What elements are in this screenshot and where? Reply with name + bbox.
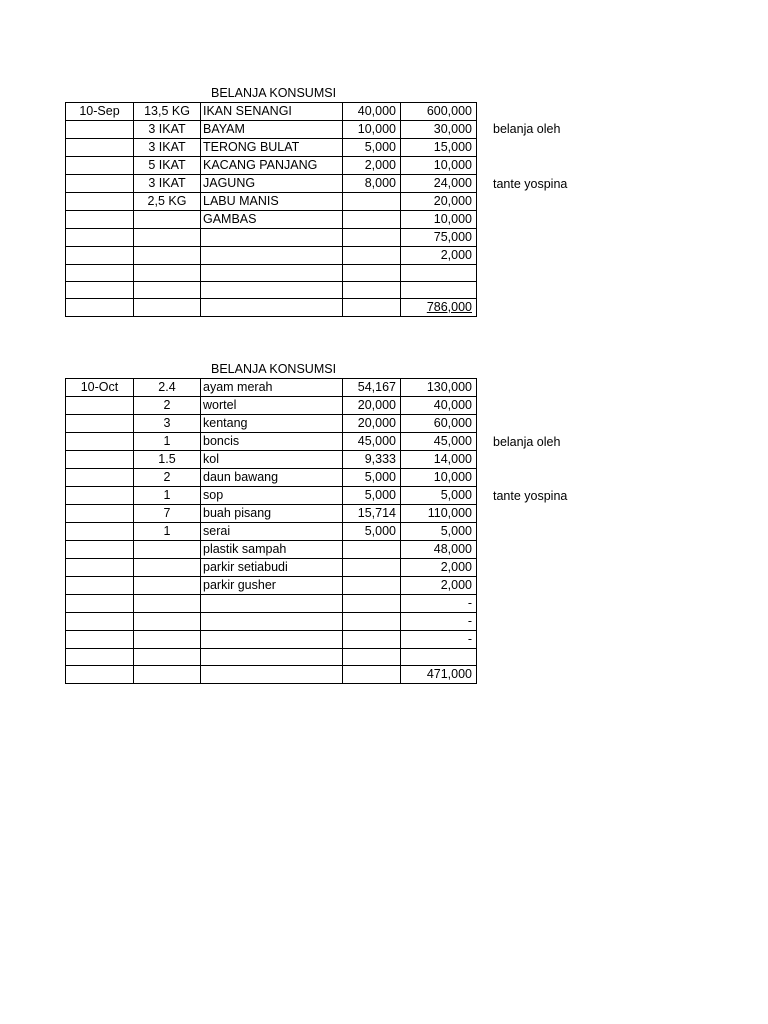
item-cell: JAGUNG [201,175,343,193]
date-cell [66,469,134,487]
qty-cell [134,541,201,559]
total-cell: 45,000 [401,433,477,451]
item-cell [201,299,343,317]
qty-cell: 1.5 [134,451,201,469]
item-cell: wortel [201,397,343,415]
item-cell: sop [201,487,343,505]
total-cell: 60,000 [401,415,477,433]
table-row [66,523,477,541]
item-cell: GAMBAS [201,211,343,229]
qty-cell [134,265,201,282]
price-cell [343,577,401,595]
date-cell [66,265,134,282]
item-cell [201,247,343,265]
price-cell [343,631,401,649]
price-cell [343,265,401,282]
date-cell [66,649,134,666]
date-cell [66,211,134,229]
table-row [66,613,477,631]
table-row [66,415,477,433]
total-cell: 600,000 [401,103,477,121]
qty-cell [134,649,201,666]
total-cell: 10,000 [401,211,477,229]
qty-cell: 1 [134,433,201,451]
table-row [66,469,477,487]
table-row [66,559,477,577]
qty-cell: 2.4 [134,379,201,397]
date-cell [66,282,134,299]
item-cell: kentang [201,415,343,433]
table-row [66,451,477,469]
total-cell: 786,000 [401,299,477,317]
price-cell [343,247,401,265]
section2-note-line2: tante yospina [493,489,568,503]
date-cell [66,577,134,595]
qty-cell: 7 [134,505,201,523]
qty-cell: 3 IKAT [134,121,201,139]
table-row [66,175,477,193]
table-row [66,299,477,317]
item-cell: serai [201,523,343,541]
price-cell [343,666,401,684]
table-row [66,247,477,265]
price-cell: 54,167 [343,379,401,397]
date-cell [66,595,134,613]
total-cell: 24,000 [401,175,477,193]
table-row [66,103,477,121]
section1-note-line2: tante yospina [493,177,568,191]
date-cell [66,175,134,193]
date-cell [66,541,134,559]
expense-table-october [65,378,477,684]
date-cell [66,299,134,317]
qty-cell: 3 [134,415,201,433]
total-cell: 471,000 [401,666,477,684]
date-cell [66,666,134,684]
qty-cell [134,631,201,649]
expense-table-september [65,102,477,317]
item-cell: daun bawang [201,469,343,487]
price-cell: 9,333 [343,451,401,469]
table-row [66,265,477,282]
date-cell [66,397,134,415]
section1-note-line1: belanja oleh [493,122,561,136]
table-row [66,139,477,157]
item-cell: IKAN SENANGI [201,103,343,121]
item-cell: KACANG PANJANG [201,157,343,175]
qty-cell [134,282,201,299]
total-cell: 10,000 [401,469,477,487]
date-cell [66,505,134,523]
total-cell: 20,000 [401,193,477,211]
table-row [66,666,477,684]
table-row [66,229,477,247]
total-cell: 15,000 [401,139,477,157]
date-cell [66,487,134,505]
total-cell: 10,000 [401,157,477,175]
total-cell [401,265,477,282]
price-cell: 5,000 [343,523,401,541]
item-cell [201,613,343,631]
price-cell: 2,000 [343,157,401,175]
total-cell: 5,000 [401,523,477,541]
qty-cell: 3 IKAT [134,139,201,157]
section2-note-line1: belanja oleh [493,435,561,449]
item-cell [201,649,343,666]
price-cell [343,193,401,211]
qty-cell [134,613,201,631]
date-cell [66,433,134,451]
item-cell [201,666,343,684]
table-row [66,505,477,523]
date-cell [66,139,134,157]
table-row [66,121,477,139]
qty-cell: 2 [134,397,201,415]
table-row [66,631,477,649]
price-cell [343,595,401,613]
price-cell: 15,714 [343,505,401,523]
price-cell [343,541,401,559]
date-cell [66,247,134,265]
table-row [66,157,477,175]
price-cell: 5,000 [343,469,401,487]
qty-cell: 3 IKAT [134,175,201,193]
item-cell: BAYAM [201,121,343,139]
total-cell: 2,000 [401,559,477,577]
price-cell [343,211,401,229]
qty-cell [134,577,201,595]
price-cell [343,613,401,631]
qty-cell: 1 [134,523,201,541]
item-cell [201,229,343,247]
table-row [66,541,477,559]
total-cell: 14,000 [401,451,477,469]
date-cell [66,193,134,211]
qty-cell [134,595,201,613]
total-cell [401,282,477,299]
date-cell [66,229,134,247]
price-cell: 10,000 [343,121,401,139]
total-cell: 48,000 [401,541,477,559]
total-cell: 2,000 [401,577,477,595]
date-cell: 10-Oct [66,379,134,397]
qty-cell: 1 [134,487,201,505]
item-cell: kol [201,451,343,469]
price-cell: 5,000 [343,487,401,505]
item-cell [201,595,343,613]
section1-title: BELANJA KONSUMSI [211,86,337,100]
date-cell [66,559,134,577]
total-cell: - [401,631,477,649]
item-cell: boncis [201,433,343,451]
total-cell: 5,000 [401,487,477,505]
price-cell: 20,000 [343,415,401,433]
item-cell: ayam merah [201,379,343,397]
total-cell: - [401,595,477,613]
table-row [66,193,477,211]
price-cell: 45,000 [343,433,401,451]
date-cell [66,121,134,139]
qty-cell: 2 [134,469,201,487]
table-row [66,649,477,666]
item-cell [201,631,343,649]
item-cell: buah pisang [201,505,343,523]
qty-cell [134,666,201,684]
total-cell: 30,000 [401,121,477,139]
total-cell: 110,000 [401,505,477,523]
item-cell: LABU MANIS [201,193,343,211]
qty-cell [134,211,201,229]
table-row [66,211,477,229]
item-cell: parkir gusher [201,577,343,595]
item-cell [201,282,343,299]
section2-title: BELANJA KONSUMSI [211,362,337,376]
total-cell: - [401,613,477,631]
item-cell [201,265,343,282]
qty-cell: 5 IKAT [134,157,201,175]
date-cell: 10-Sep [66,103,134,121]
total-cell: 40,000 [401,397,477,415]
date-cell [66,415,134,433]
total-cell: 130,000 [401,379,477,397]
item-cell: plastik sampah [201,541,343,559]
item-cell: parkir setiabudi [201,559,343,577]
price-cell: 8,000 [343,175,401,193]
price-cell [343,649,401,666]
table-row [66,379,477,397]
qty-cell [134,299,201,317]
qty-cell [134,229,201,247]
price-cell [343,282,401,299]
table-row [66,433,477,451]
price-cell [343,229,401,247]
table-row [66,577,477,595]
qty-cell: 13,5 KG [134,103,201,121]
table-row [66,282,477,299]
date-cell [66,157,134,175]
total-cell [401,649,477,666]
table-row [66,487,477,505]
price-cell [343,559,401,577]
qty-cell: 2,5 KG [134,193,201,211]
date-cell [66,451,134,469]
total-cell: 75,000 [401,229,477,247]
price-cell [343,299,401,317]
price-cell: 40,000 [343,103,401,121]
qty-cell [134,247,201,265]
date-cell [66,631,134,649]
total-cell: 2,000 [401,247,477,265]
table-row [66,595,477,613]
qty-cell [134,559,201,577]
table-row [66,397,477,415]
price-cell: 5,000 [343,139,401,157]
item-cell: TERONG BULAT [201,139,343,157]
date-cell [66,523,134,541]
date-cell [66,613,134,631]
price-cell: 20,000 [343,397,401,415]
